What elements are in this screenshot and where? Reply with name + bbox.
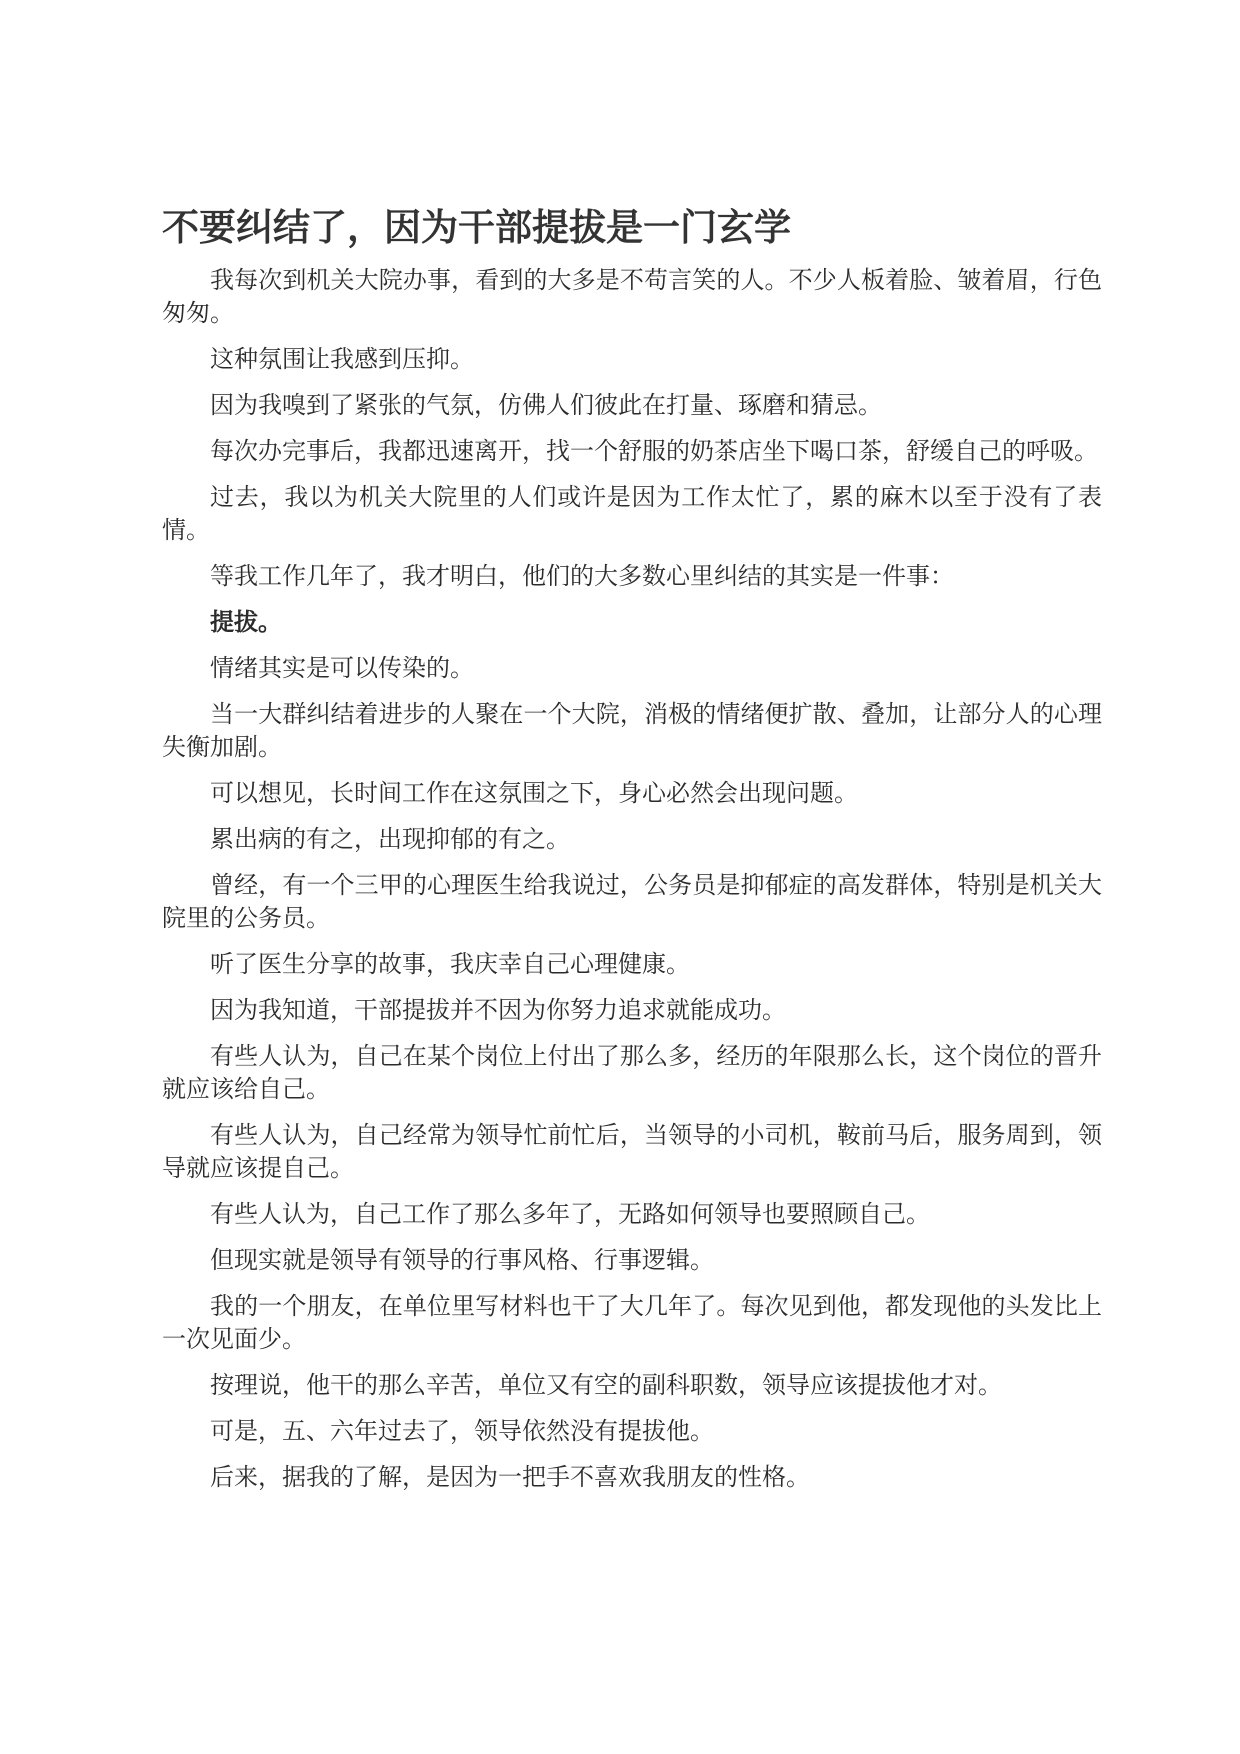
paragraph-9: 当一大群纠结着进步的人聚在一个大院，消极的情绪便扩散、叠加，让部分人的心理失衡加剧。 [162, 700, 1102, 761]
paragraph-15: 有些人认为，自己在某个岗位上付出了那么多，经历的年限那么长，这个岗位的晋升就应该给自己。 [162, 1042, 1102, 1103]
paragraph-20: 按理说，他干的那么辛苦，单位又有空的副科职数，领导应该提拔他才对。 [210, 1371, 1002, 1399]
paragraph-22: 后来，据我的了解，是因为一把手不喜欢我朋友的性格。 [210, 1463, 810, 1491]
paragraph-10: 可以想见，长时间工作在这氛围之下，身心必然会出现问题。 [210, 779, 858, 807]
paragraph-6: 等我工作几年了，我才明白，他们的大多数心里纠结的其实是一件事： [210, 562, 954, 590]
paragraph-7-emphasis: 提拔。 [210, 608, 282, 636]
paragraph-14: 因为我知道，干部提拔并不因为你努力追求就能成功。 [210, 996, 786, 1024]
paragraph-5: 过去，我以为机关大院里的人们或许是因为工作太忙了，累的麻木以至于没有了表情。 [162, 483, 1102, 544]
article-title: 不要纠结了，因为干部提拔是一门玄学 [162, 206, 791, 249]
paragraph-3: 因为我嗅到了紧张的气氛，仿佛人们彼此在打量、琢磨和猜忌。 [210, 391, 882, 419]
document-page [162, 200, 1102, 1507]
paragraph-4: 每次办完事后，我都迅速离开，找一个舒服的奶茶店坐下喝口茶，舒缓自己的呼吸。 [210, 437, 1098, 465]
paragraph-21: 可是，五、六年过去了，领导依然没有提拔他。 [210, 1417, 714, 1445]
paragraph-19: 我的一个朋友，在单位里写材料也干了大几年了。每次见到他，都发现他的头发比上一次见面少。 [162, 1292, 1102, 1353]
paragraph-18: 但现实就是领导有领导的行事风格、行事逻辑。 [210, 1246, 714, 1274]
paragraph-2: 这种氛围让我感到压抑。 [210, 345, 474, 373]
paragraph-13: 听了医生分享的故事，我庆幸自己心理健康。 [210, 950, 690, 978]
paragraph-16: 有些人认为，自己经常为领导忙前忙后，当领导的小司机，鞍前马后，服务周到，领导就应该提自己。 [162, 1121, 1102, 1182]
paragraph-17: 有些人认为，自己工作了那么多年了，无路如何领导也要照顾自己。 [210, 1200, 930, 1228]
paragraph-1: 我每次到机关大院办事，看到的大多是不苟言笑的人。不少人板着脸、皱着眉，行色匆匆。 [162, 266, 1102, 327]
paragraph-11: 累出病的有之，出现抑郁的有之。 [210, 825, 570, 853]
paragraph-12: 曾经，有一个三甲的心理医生给我说过，公务员是抑郁症的高发群体，特别是机关大院里的公务员。 [162, 871, 1102, 932]
paragraph-8: 情绪其实是可以传染的。 [210, 654, 474, 682]
